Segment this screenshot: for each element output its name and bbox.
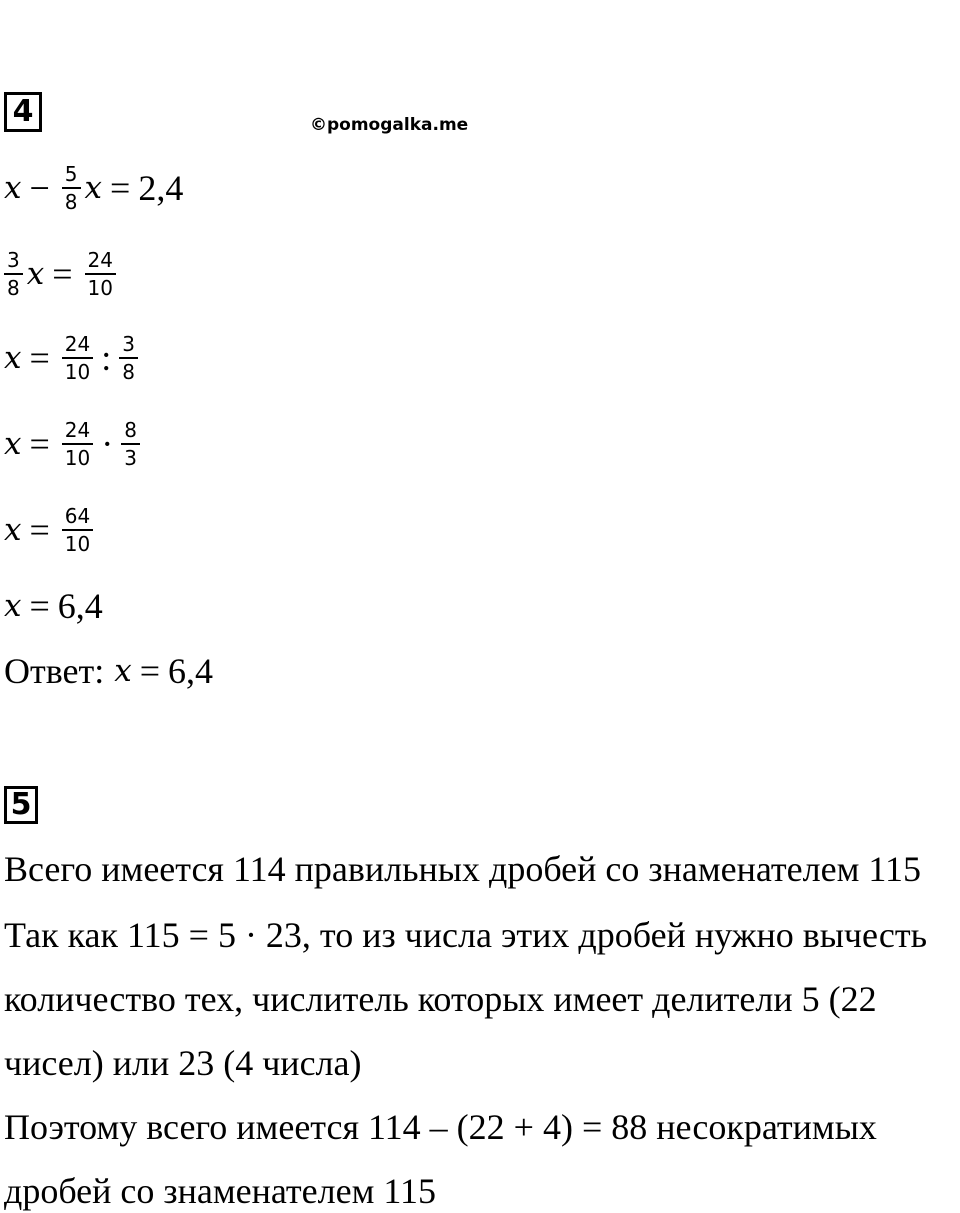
fraction bbox=[121, 418, 140, 470]
variable: x bbox=[4, 512, 22, 548]
equation-line-1 bbox=[4, 158, 183, 218]
solution-text-line: Всего имеется 114 правильных дробей со знаменателем 115 bbox=[4, 849, 922, 889]
answer-line bbox=[4, 641, 213, 701]
solution-text-line: чисел) или 23 (4 числа) bbox=[4, 1043, 362, 1083]
equals-sign: = bbox=[29, 338, 50, 378]
equation-line-6 bbox=[4, 576, 103, 636]
numerator: 24 bbox=[62, 418, 93, 445]
variable: x bbox=[114, 653, 132, 689]
numerator: 3 bbox=[4, 248, 23, 275]
divide-operator: : bbox=[101, 338, 112, 378]
equation-line-2 bbox=[4, 244, 120, 304]
equals-sign: = bbox=[110, 168, 131, 208]
numerator: 3 bbox=[119, 332, 138, 359]
task-number-badge: 4 bbox=[4, 92, 42, 132]
fraction bbox=[62, 162, 81, 214]
denominator: 10 bbox=[87, 276, 113, 300]
variable: x bbox=[4, 588, 22, 624]
solution-text-line: Поэтому всего имеется 114 – (22 + 4) = 88 несократимых bbox=[4, 1107, 877, 1147]
multiply-operator: · bbox=[101, 424, 114, 464]
fraction bbox=[62, 418, 93, 470]
denominator: 10 bbox=[64, 532, 91, 556]
operator: − bbox=[29, 168, 50, 208]
solution-text-line: количество тех, числитель которых имеет делители 5 (22 bbox=[4, 979, 877, 1019]
value: 6,4 bbox=[168, 651, 214, 691]
fraction bbox=[119, 332, 138, 384]
watermark: ©pomogalka.me bbox=[310, 115, 469, 135]
equation-line-3 bbox=[4, 328, 142, 388]
numerator: 24 bbox=[62, 332, 93, 359]
equation-line-5 bbox=[4, 500, 97, 560]
variable: x bbox=[4, 426, 22, 462]
denominator: 3 bbox=[124, 446, 137, 470]
denominator: 8 bbox=[122, 360, 135, 384]
variable: x bbox=[84, 170, 103, 206]
fraction bbox=[62, 504, 93, 556]
denominator: 10 bbox=[64, 446, 91, 470]
equals-sign: = bbox=[29, 510, 50, 550]
solution-text-line: Так как 115 = 5 · 23, то из числа этих дробей нужно вычесть bbox=[4, 915, 928, 955]
numerator: 24 bbox=[85, 248, 116, 275]
equals-sign: = bbox=[29, 586, 50, 626]
task-number-badge: 5 bbox=[4, 786, 38, 824]
fraction bbox=[62, 332, 93, 384]
equals-sign: = bbox=[29, 424, 50, 464]
solution-text-line: дробей со знаменателем 115 bbox=[4, 1171, 437, 1211]
equation-line-4 bbox=[4, 414, 144, 474]
variable: x bbox=[26, 256, 45, 292]
numerator: 64 bbox=[62, 504, 93, 531]
answer-label: Ответ: bbox=[4, 651, 105, 691]
fraction bbox=[4, 248, 23, 300]
denominator: 8 bbox=[7, 276, 20, 300]
equals-sign: = bbox=[139, 651, 161, 691]
value: 2,4 bbox=[138, 168, 184, 208]
denominator: 8 bbox=[64, 190, 78, 214]
variable: x bbox=[4, 170, 22, 206]
denominator: 10 bbox=[64, 360, 91, 384]
variable: x bbox=[4, 340, 22, 376]
value: 6,4 bbox=[57, 586, 103, 626]
numerator: 8 bbox=[121, 418, 140, 445]
fraction bbox=[85, 248, 116, 300]
equals-sign: = bbox=[52, 254, 73, 294]
numerator: 5 bbox=[62, 162, 81, 189]
